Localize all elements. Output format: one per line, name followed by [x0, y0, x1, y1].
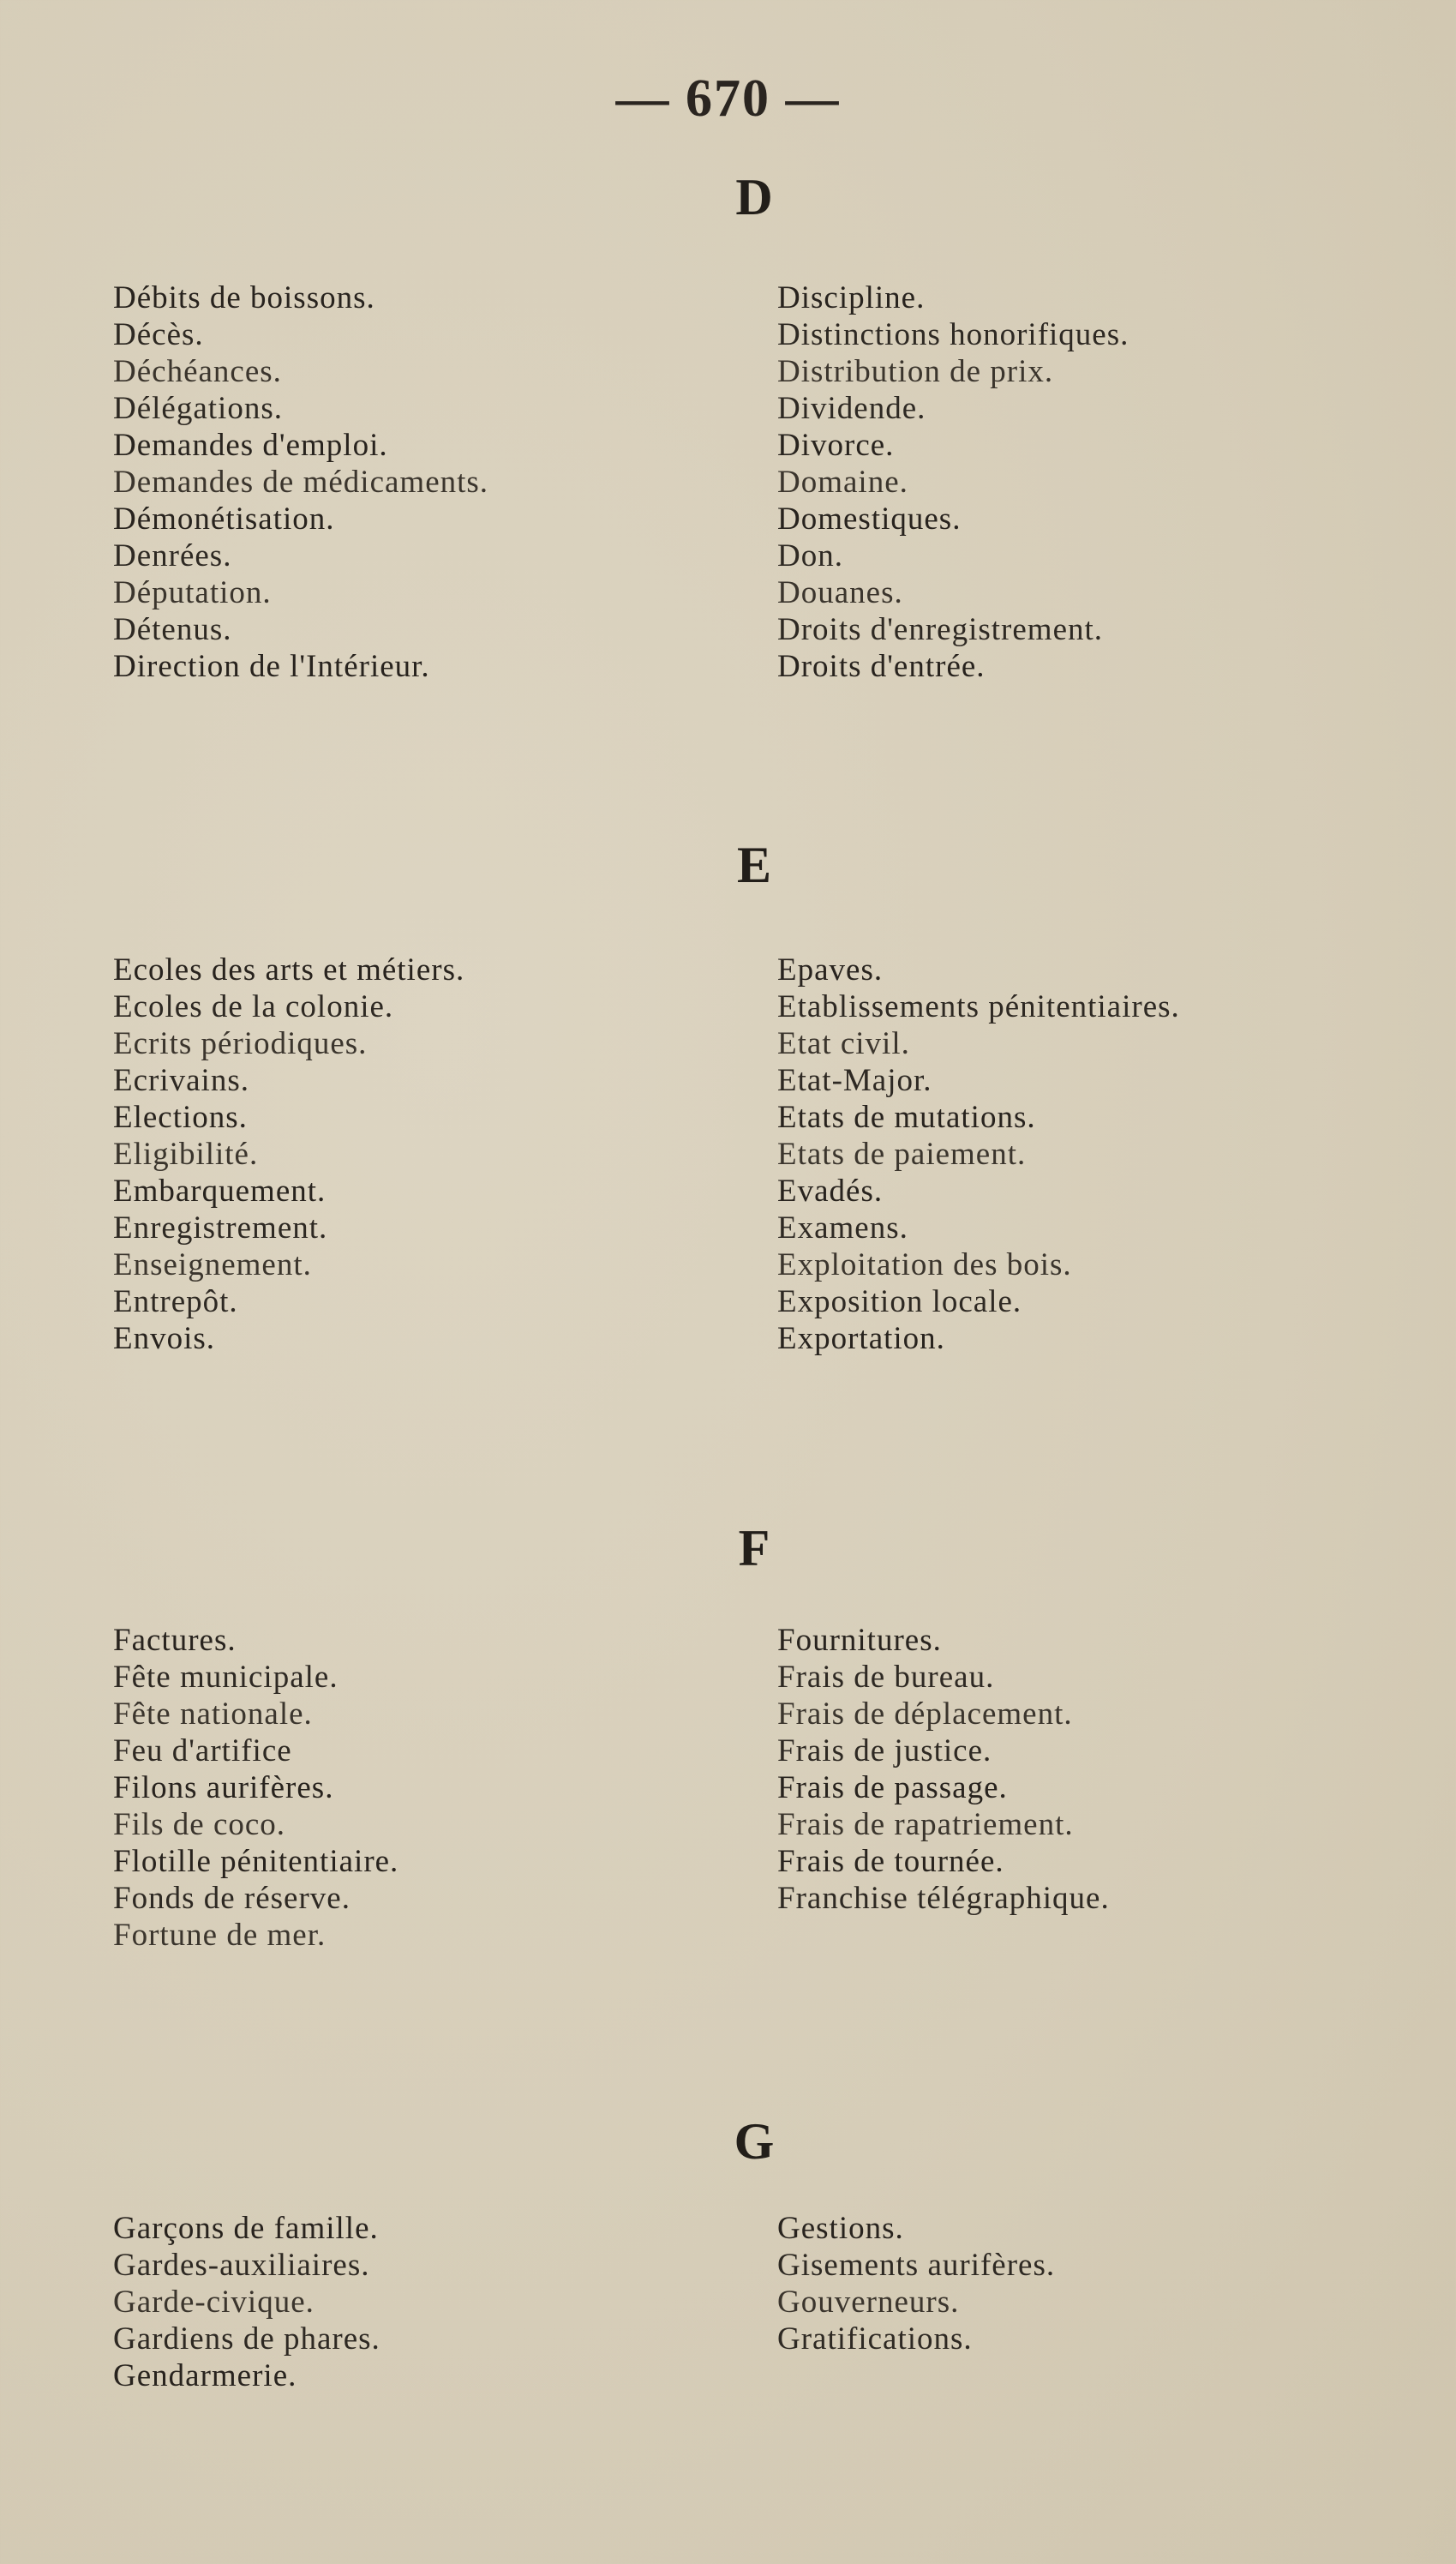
section-d-left-column [113, 279, 488, 685]
index-entry: Frais de justice. [777, 1733, 992, 1768]
index-entry: Ecrivains. [113, 1063, 249, 1098]
index-entry: Examens. [777, 1210, 908, 1246]
index-entry: Filons aurifères. [113, 1770, 334, 1805]
section-e-right-column [777, 952, 1180, 1357]
index-entry: Frais de bureau. [777, 1660, 995, 1695]
index-entry: Etats de mutations. [777, 1100, 1036, 1135]
index-entry: Exploitation des bois. [777, 1247, 1072, 1282]
index-entry: Ecoles de la colonie. [113, 989, 394, 1024]
index-entry: Exportation. [777, 1321, 945, 1356]
index-entry: Etablissements pénitentiaires. [777, 989, 1180, 1024]
index-entry: Domestiques. [777, 501, 962, 537]
index-entry: Gestions. [777, 2211, 904, 2246]
section-e-left-column [113, 952, 464, 1357]
index-entry: Gendarmerie. [113, 2358, 297, 2393]
index-entry: Gardiens de phares. [113, 2321, 380, 2357]
index-entry: Délégations. [113, 391, 283, 426]
index-entry: Garde-civique. [113, 2285, 315, 2320]
index-entry: Déchéances. [113, 354, 282, 389]
section-letter-g: G [734, 2113, 775, 2170]
index-entry: Epaves. [777, 952, 884, 988]
index-entry: Fonds de réserve. [113, 1881, 351, 1916]
index-entry: Gisements aurifères. [777, 2248, 1056, 2283]
index-entry: Douanes. [777, 575, 903, 610]
index-entry: Détenus. [113, 612, 232, 647]
index-entry: Evadés. [777, 1174, 884, 1209]
index-entry: Frais de passage. [777, 1770, 1008, 1805]
index-entry: Etat civil. [777, 1026, 910, 1061]
index-entry: Ecrits périodiques. [113, 1026, 368, 1061]
index-entry: Embarquement. [113, 1174, 327, 1209]
index-entry: Franchise télégraphique. [777, 1881, 1110, 1916]
index-entry: Démonétisation. [113, 501, 335, 537]
index-entry: Distinctions honorifiques. [777, 317, 1129, 352]
index-entry: Dividende. [777, 391, 926, 426]
index-entry: Décès. [113, 317, 204, 352]
index-entry: Entrepôt. [113, 1284, 238, 1319]
section-d-right-column [777, 279, 1129, 685]
index-entry: Elections. [113, 1100, 248, 1135]
index-entry: Exposition locale. [777, 1284, 1022, 1319]
index-entry: Domaine. [777, 465, 908, 500]
index-entry: Discipline. [777, 280, 926, 315]
index-entry: Fête nationale. [113, 1696, 313, 1732]
section-letter-f: F [738, 1520, 770, 1576]
index-entry: Enseignement. [113, 1247, 312, 1282]
index-entry: Distribution de prix. [777, 354, 1054, 389]
section-f-left-column [113, 1622, 398, 1954]
index-entry: Fortune de mer. [113, 1918, 327, 1953]
index-entry: Frais de rapatriement. [777, 1807, 1074, 1842]
index-entry: Envois. [113, 1321, 216, 1356]
index-entry: Feu d'artifice [113, 1733, 292, 1768]
index-entry: Etats de paiement. [777, 1137, 1027, 1172]
index-entry: Garçons de famille. [113, 2211, 379, 2246]
section-g-left-column [113, 2210, 380, 2394]
index-entry: Droits d'enregistrement. [777, 612, 1104, 647]
index-entry: Denrées. [113, 538, 232, 573]
section-letter-e: E [736, 837, 772, 893]
index-entry: Députation. [113, 575, 272, 610]
section-letter-d: D [735, 169, 773, 225]
index-entry: Factures. [113, 1623, 237, 1658]
index-entry: Fête municipale. [113, 1660, 339, 1695]
index-entry: Débits de boissons. [113, 280, 375, 315]
section-g-right-column [777, 2210, 1055, 2357]
index-entry: Frais de tournée. [777, 1844, 1004, 1879]
page-number: — 670 — [615, 69, 841, 128]
index-entry: Frais de déplacement. [777, 1696, 1073, 1732]
index-entry: Eligibilité. [113, 1137, 259, 1172]
index-entry: Demandes d'emploi. [113, 428, 388, 463]
index-entry: Flotille pénitentiaire. [113, 1844, 399, 1879]
index-entry: Don. [777, 538, 843, 573]
index-entry: Demandes de médicaments. [113, 465, 489, 500]
index-entry: Gouverneurs. [777, 2285, 960, 2320]
index-entry: Ecoles des arts et métiers. [113, 952, 465, 988]
index-entry: Etat-Major. [777, 1063, 932, 1098]
index-entry: Divorce. [777, 428, 895, 463]
index-entry: Direction de l'Intérieur. [113, 649, 430, 684]
section-f-right-column [777, 1622, 1110, 1917]
index-entry: Fournitures. [777, 1623, 942, 1658]
index-entry: Gardes-auxiliaires. [113, 2248, 370, 2283]
index-entry: Gratifications. [777, 2321, 973, 2357]
index-entry: Droits d'entrée. [777, 649, 986, 684]
index-entry: Enregistrement. [113, 1210, 328, 1246]
index-entry: Fils de coco. [113, 1807, 286, 1842]
